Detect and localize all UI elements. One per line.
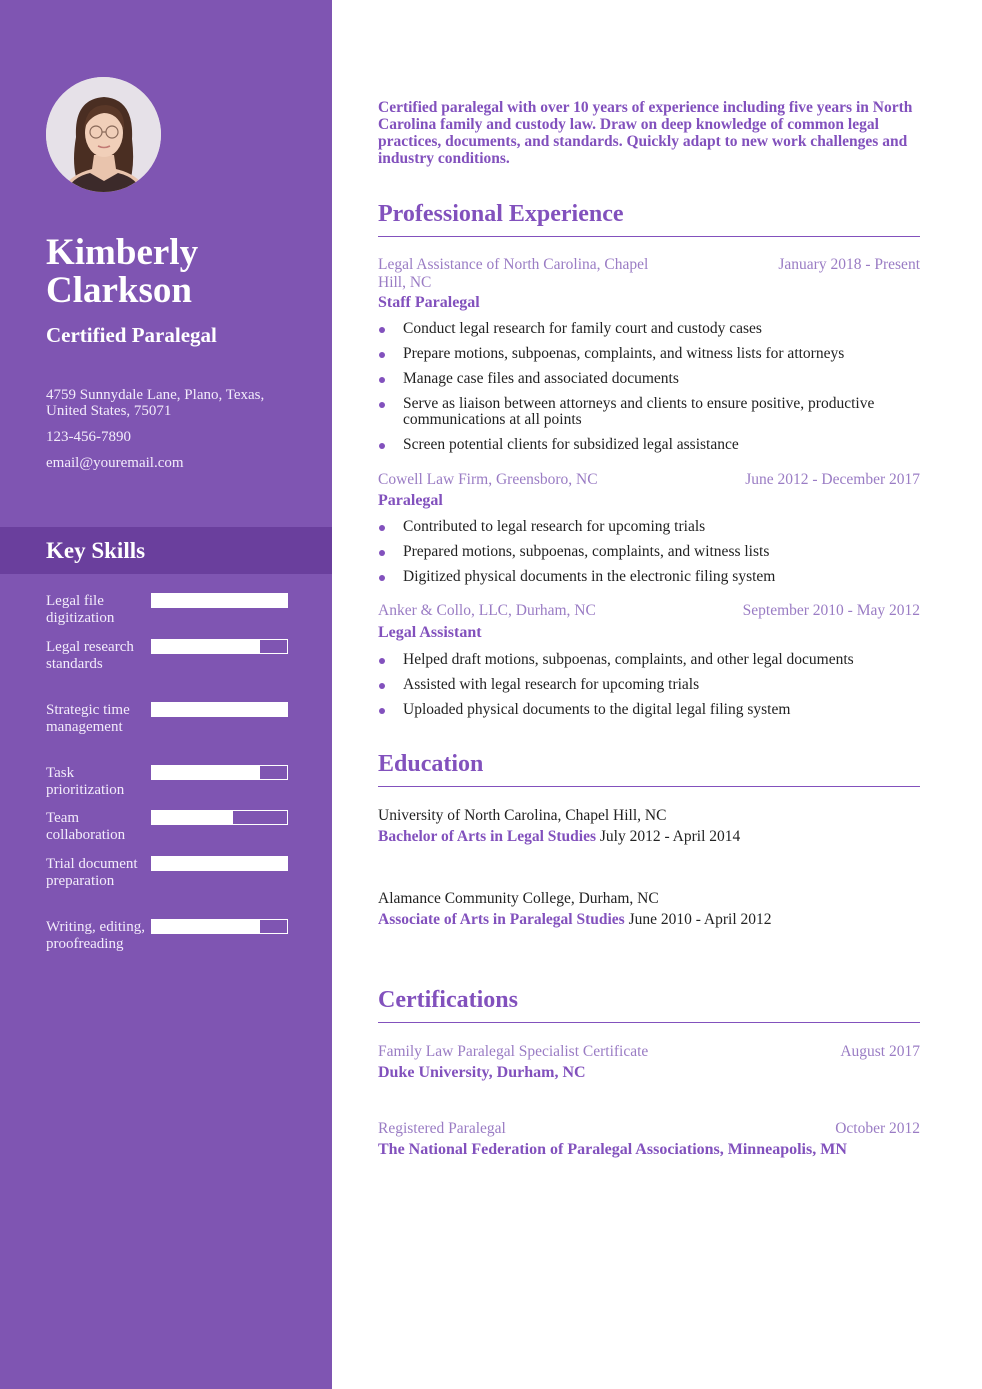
certification-date: August 2017: [840, 1043, 920, 1060]
bullet-dot-icon: [379, 575, 385, 581]
job-bullet: Screen potential clients for subsidized legal assistance: [378, 437, 920, 453]
bullet-dot-icon: [379, 550, 385, 556]
job-dates: June 2012 - December 2017: [745, 471, 920, 488]
bullet-dot-icon: [379, 402, 385, 408]
job-bullets: [378, 519, 920, 594]
job-bullet: Conduct legal research for family court and custody cases: [378, 321, 920, 337]
skill-label: Task prioritization: [46, 765, 125, 798]
education-entry: [378, 888, 920, 930]
job-bullet: Manage case files and associated documents: [378, 371, 920, 387]
skill-bar: [151, 765, 288, 780]
skill-bar: [151, 810, 288, 825]
job-bullet: Prepared motions, subpoenas, complaints, and witness lists: [378, 544, 920, 560]
experience-heading: Professional Experience: [378, 201, 920, 237]
certifications-heading: Certifications: [378, 987, 920, 1023]
skill-label: Trial document preparation: [46, 856, 138, 889]
last-name: Clarkson: [46, 270, 192, 311]
skill-bar: [151, 593, 288, 608]
bullet-dot-icon: [379, 377, 385, 383]
education-school: University of North Carolina, Chapel Hill, NC: [378, 807, 667, 824]
skill-bar: [151, 919, 288, 934]
skill-label: Writing, editing, proofreading: [46, 919, 145, 952]
job-dates: September 2010 - May 2012: [742, 602, 920, 619]
job-bullets: [378, 652, 920, 727]
first-name: Kimberly: [46, 232, 199, 273]
job-bullet: Assisted with legal research for upcoming trials: [378, 677, 920, 693]
skill-label: Legal research standards: [46, 639, 134, 672]
bullet-dot-icon: [379, 443, 385, 449]
job-bullet: Serve as liaison between attorneys and clients to ensure positive, productive communications at all points: [378, 396, 920, 428]
job-dates: January 2018 - Present: [778, 256, 920, 273]
sidebar: [0, 0, 332, 1389]
job-company: Anker & Collo, LLC, Durham, NC: [378, 602, 596, 619]
job-company: Cowell Law Firm, Greensboro, NC: [378, 471, 598, 488]
job-bullet: Digitized physical documents in the electronic filing system: [378, 569, 920, 585]
skill-label: Team collaboration: [46, 810, 126, 843]
job-role: Legal Assistant: [378, 624, 482, 641]
bullet-dot-icon: [379, 352, 385, 358]
education-dates: July 2012 - April 2014: [599, 828, 741, 845]
education-school: Alamance Community College, Durham, NC: [378, 890, 659, 907]
bullet-dot-icon: [379, 708, 385, 714]
certification-org: The National Federation of Paralegal Associations, Minneapolis, MN: [378, 1141, 847, 1158]
skill-bar: [151, 702, 288, 717]
summary: Certified paralegal with over 10 years of experience including five years in North Carolina family and custody law. Draw on deep knowledge of common legal practices, documents, and standards. Quickly adapt to new work challenges and industry conditions.: [378, 99, 913, 167]
skill-bar-fill: [152, 766, 260, 779]
skills-heading: Key Skills: [46, 538, 146, 563]
job-title: Certified Paralegal: [46, 323, 217, 347]
education-heading: Education: [378, 751, 920, 787]
skill-bar-fill: [152, 594, 287, 607]
contact-phone: 123-456-7890: [46, 429, 131, 445]
skill-label: Legal file digitization: [46, 593, 115, 626]
education-degree: Bachelor of Arts in Legal Studies: [378, 828, 597, 845]
skill-label: Strategic time management: [46, 702, 130, 735]
skill-bar-fill: [152, 703, 287, 716]
education-dates: June 2010 - April 2012: [628, 911, 772, 928]
skill-bar: [151, 639, 288, 654]
bullet-dot-icon: [379, 525, 385, 531]
skill-bar-fill: [152, 920, 260, 933]
certification-org: Duke University, Durham, NC: [378, 1064, 586, 1081]
contact-email: email@youremail.com: [46, 455, 184, 471]
avatar: [46, 77, 161, 192]
skill-bar: [151, 856, 288, 871]
job-bullet: Contributed to legal research for upcoming trials: [378, 519, 920, 535]
job-bullet: Helped draft motions, subpoenas, complaints, and other legal documents: [378, 652, 920, 668]
job-company: Legal Assistance of North Carolina, Chapel Hill, NC: [378, 256, 649, 291]
bullet-dot-icon: [379, 327, 385, 333]
certification-name: Registered Paralegal: [378, 1120, 506, 1137]
education-entry: [378, 805, 920, 847]
job-bullets: [378, 321, 920, 462]
contact-address: 4759 Sunnydale Lane, Plano, Texas, United States, 75071: [46, 387, 265, 419]
job-bullet: Uploaded physical documents to the digital legal filing system: [378, 702, 920, 718]
bullet-dot-icon: [379, 658, 385, 664]
certification-date: October 2012: [835, 1120, 920, 1137]
skills-header: [0, 527, 332, 574]
skill-bar-fill: [152, 640, 260, 653]
skill-bar-fill: [152, 857, 287, 870]
education-degree: Associate of Arts in Paralegal Studies: [378, 911, 625, 928]
job-bullet: Prepare motions, subpoenas, complaints, and witness lists for attorneys: [378, 346, 920, 362]
certification-name: Family Law Paralegal Specialist Certificate: [378, 1043, 649, 1060]
skill-bar-fill: [152, 811, 233, 824]
avatar-photo: [46, 77, 161, 192]
job-role: Staff Paralegal: [378, 294, 480, 311]
full-name: [46, 234, 316, 310]
bullet-dot-icon: [379, 683, 385, 689]
job-role: Paralegal: [378, 492, 443, 509]
